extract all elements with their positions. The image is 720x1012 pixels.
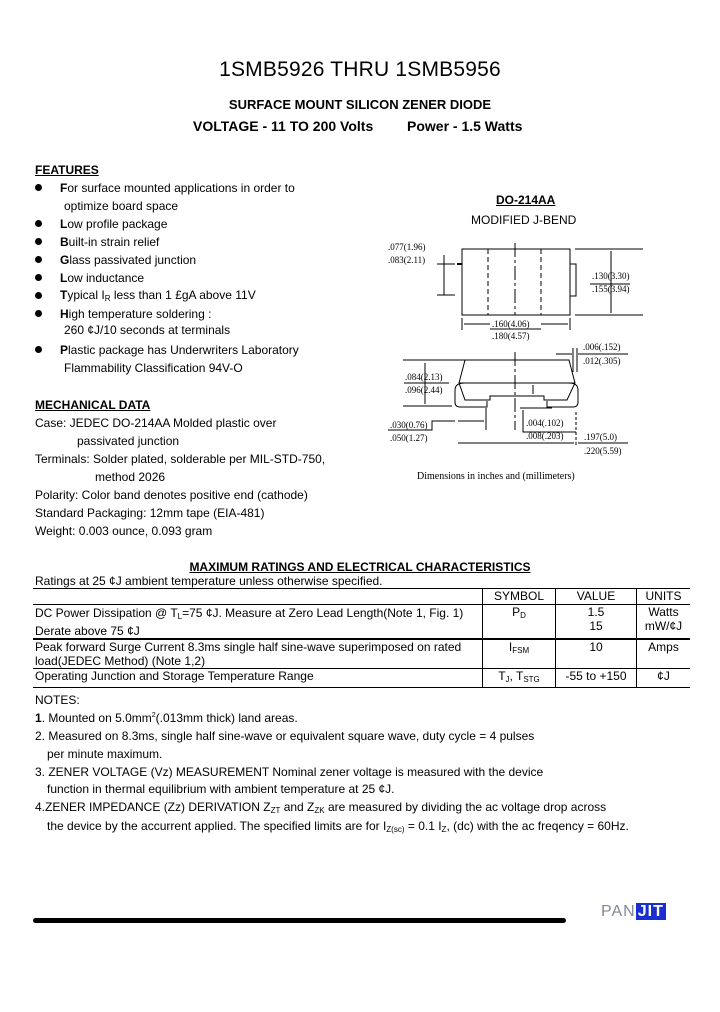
bullet-icon <box>35 310 42 317</box>
note-1: 1. Mounted on $5.0mm^2(.013mm$ thick) land areas. <box>35 711 298 725</box>
notes-heading: NOTES: <box>35 693 80 707</box>
feature-item: Typical $I_R$ less than 1 £gA above 11V <box>60 288 256 303</box>
dim-lead-thick-min: .006(.152) <box>583 342 621 352</box>
dim-lead-width-min: .077(1.96) <box>388 242 426 252</box>
note-3-continued: function in thermal equilibrium with ambient temperature at 25 ¢J. <box>47 782 395 796</box>
package-outline-diagram <box>380 235 660 485</box>
panjit-logo: PAN JIT <box>601 903 664 920</box>
bullet-icon <box>35 220 42 227</box>
bullet-icon <box>35 184 42 191</box>
row-units: Watts mW/¢J <box>637 605 691 640</box>
note-2: 2. Measured on 8.3ms, single half sine-wave or equivalent square wave, duty cycle = 4 pulses <box>35 729 535 743</box>
feature-item: For surface mounted applications in order to <box>60 181 295 195</box>
mech-packaging: Standard Packaging: 12mm tape (EIA-481) <box>35 506 265 520</box>
mech-case-continued: passivated junction <box>77 434 180 448</box>
mech-polarity: Polarity: Color band denotes positive end (cathode) <box>35 488 308 502</box>
document-subtitle: SURFACE MOUNT SILICON ZENER DIODE <box>228 97 492 112</box>
mech-terminals: Terminals: Solder plated, solderable per MIL-STD-750, <box>35 452 326 466</box>
power-rating: Power - 1.5 Watts <box>407 118 523 134</box>
dim-lead-width-max: .083(2.11) <box>388 255 426 265</box>
mech-case: Case: JEDEC DO-214AA Molded plastic over <box>35 416 277 430</box>
bullet-icon <box>35 274 42 281</box>
row-description: Peak forward Surge Current 8.3ms single half sine-wave superimposed on rated load(JEDEC Method) (Note 1,2) <box>35 640 462 668</box>
note-2-continued: per minute maximum. <box>47 747 163 761</box>
row-units: Amps <box>637 639 691 669</box>
feature-item: Built-in strain relief <box>60 235 160 249</box>
note-3: 3. ZENER VOLTAGE (Vz) MEASUREMENT Nominal zener voltage is measured with the device <box>35 765 544 779</box>
feature-item-continued: optimize board space <box>64 199 179 213</box>
table-row <box>33 605 690 640</box>
dim-body-width-max: .155(3.94) <box>592 284 630 294</box>
col-header-units: UNITS <box>637 589 691 605</box>
package-name: DO-214AA <box>496 193 556 207</box>
document-title: 1SMB5926 THRU 1SMB5956 <box>219 58 501 81</box>
mechanical-heading: MECHANICAL DATA <box>35 398 151 412</box>
bullet-icon <box>35 238 42 245</box>
dim-lead-thick-max: .012(.305) <box>583 356 621 366</box>
row-symbol: $I_{FSM}$ <box>483 639 556 669</box>
row-symbol: $T_J$, $T_{STG}$ <box>483 669 556 688</box>
table-row <box>33 639 690 669</box>
feature-item: Glass passivated junction <box>60 253 197 267</box>
package-style: MODIFIED J-BEND <box>471 213 577 227</box>
dim-body-length-min: .160(4.06) <box>492 319 530 329</box>
table-header-row <box>33 589 690 605</box>
dim-foot-max: .050(1.27) <box>390 433 428 443</box>
mech-terminals-continued: method 2026 <box>95 470 166 484</box>
dim-standoff-max: .008(.203) <box>526 431 564 441</box>
bullet-icon <box>35 292 42 299</box>
row-value: 1.5 15 <box>556 605 637 640</box>
dim-overall-min: .197(5.0) <box>584 432 617 442</box>
note-4: 4.ZENER IMPEDANCE (Zz) DERIVATION $Z_{ZT}$ and $Z_{ZK}$ are measured by dividing the ac voltage drop across <box>35 800 607 815</box>
ratings-table <box>33 588 690 688</box>
row-description: Operating Junction and Storage Temperature Range <box>35 669 314 683</box>
dim-height-min: .084(2.13) <box>405 372 443 382</box>
dim-body-length-max: .180(4.57) <box>492 331 530 341</box>
footer-rule <box>33 918 566 923</box>
row-value: -55 to +150 <box>556 669 637 688</box>
row-units: ¢J <box>637 669 691 688</box>
feature-item-continued: Flammability Classification 94V-O <box>64 361 243 375</box>
bullet-icon <box>35 346 42 353</box>
features-heading: FEATURES <box>35 163 99 177</box>
dim-overall-max: .220(5.59) <box>584 446 622 456</box>
feature-item-continued: 260 ¢J/10 seconds at terminals <box>64 323 231 337</box>
row-value: 10 <box>556 639 637 669</box>
col-header-description <box>33 589 483 605</box>
dim-standoff-min: .004(.102) <box>526 418 564 428</box>
col-header-value: VALUE <box>556 589 637 605</box>
table-row <box>33 669 690 688</box>
feature-item: Low profile package <box>60 217 168 231</box>
bullet-icon <box>35 256 42 263</box>
mech-weight: Weight: 0.003 ounce, 0.093 gram <box>35 524 213 538</box>
ratings-conditions: Ratings at 25 ¢J ambient temperature unless otherwise specified. <box>35 574 383 588</box>
row-symbol: $P_D$ <box>483 605 556 640</box>
dim-height-max: .096(2.44) <box>405 385 443 395</box>
feature-item: High temperature soldering : <box>60 307 212 321</box>
dim-body-width-min: .130(3.30) <box>592 271 630 281</box>
feature-item: Plastic package has Underwriters Laboratory <box>60 343 299 357</box>
dimensions-caption: Dimensions in inches and (millimeters) <box>417 471 575 482</box>
ratings-heading: MAXIMUM RATINGS AND ELECTRICAL CHARACTERISTICS <box>189 560 531 574</box>
feature-item: Low inductance <box>60 271 145 285</box>
col-header-symbol: SYMBOL <box>483 589 556 605</box>
note-4-continued: the device by the accurrent applied. The specified limits are for $I_{Z(sc)} = 0.1$ $I_Z$, (dc) with the ac freqency = 60Hz. <box>47 819 629 834</box>
dim-foot-min: .030(0.76) <box>390 420 428 430</box>
voltage-range: VOLTAGE - 11 TO 200 Volts <box>193 118 374 134</box>
row-description: DC Power Dissipation @ $T_L=75$ ¢J. Measure at Zero Lead Length(Note 1, Fig. 1) Derate above 75 ¢J <box>35 606 464 638</box>
